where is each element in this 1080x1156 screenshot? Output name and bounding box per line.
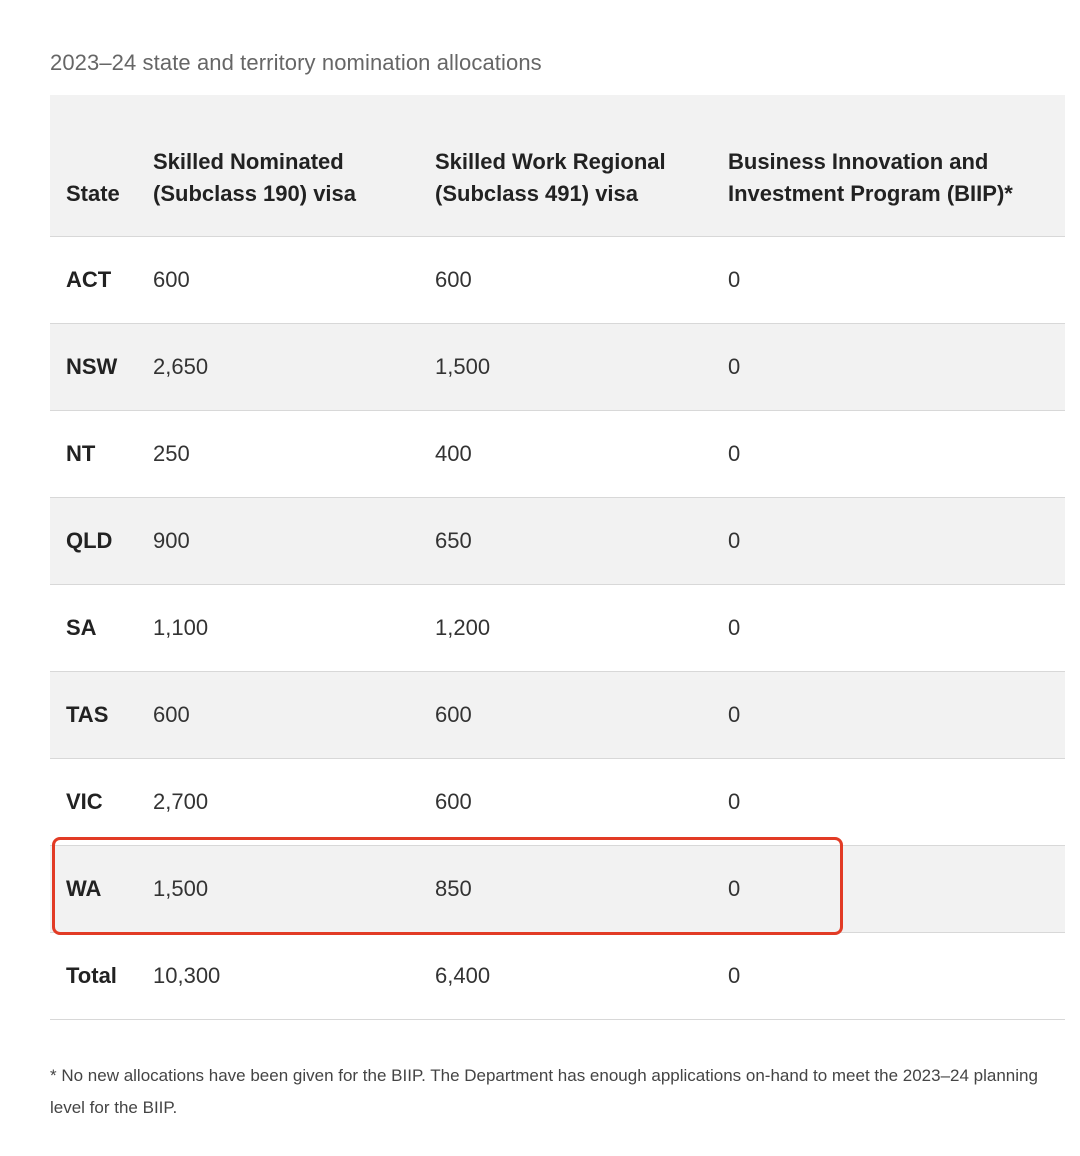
table-row <box>50 672 1065 759</box>
cell-biip: 0 <box>728 267 741 292</box>
cell-state: QLD <box>66 528 113 553</box>
cell-biip: 0 <box>728 702 741 727</box>
cell-biip: 0 <box>728 615 741 640</box>
cell-biip: 0 <box>728 876 741 901</box>
cell-biip: 0 <box>728 441 741 466</box>
table-row <box>50 846 1065 933</box>
cell-subclass-491: 1,500 <box>435 354 491 379</box>
header-biip: Business Innovation and Investment Program (BIIP)* <box>728 149 1013 206</box>
cell-state: VIC <box>66 789 103 814</box>
cell-state: NSW <box>66 354 118 379</box>
table-row <box>50 324 1065 411</box>
cell-subclass-190: 1,100 <box>153 615 209 640</box>
cell-state: ACT <box>66 267 112 292</box>
table-row <box>50 411 1065 498</box>
cell-subclass-190: 2,700 <box>153 789 209 814</box>
table-caption: 2023–24 state and territory nomination allocations <box>50 50 542 75</box>
cell-biip: 0 <box>728 528 741 553</box>
cell-subclass-190: 600 <box>153 267 190 292</box>
cell-biip: 0 <box>728 789 741 814</box>
header-state: State <box>66 181 120 206</box>
cell-subclass-491: 1,200 <box>435 615 491 640</box>
cell-subclass-190: 900 <box>153 528 190 553</box>
cell-biip: 0 <box>728 963 741 988</box>
cell-state: TAS <box>66 702 109 727</box>
cell-subclass-190: 250 <box>153 441 190 466</box>
cell-state: SA <box>66 615 97 640</box>
header-subclass-190: Skilled Nominated (Subclass 190) visa <box>153 149 357 206</box>
cell-subclass-491: 400 <box>435 441 472 466</box>
cell-subclass-190: 10,300 <box>153 963 221 988</box>
table-row <box>50 237 1065 324</box>
cell-subclass-491: 850 <box>435 876 472 901</box>
cell-subclass-491: 600 <box>435 702 472 727</box>
table-header-row <box>50 95 1065 237</box>
cell-subclass-491: 650 <box>435 528 472 553</box>
allocations-table <box>50 95 1065 1020</box>
cell-biip: 0 <box>728 354 741 379</box>
table-row <box>50 933 1065 1020</box>
footnote: * No new allocations have been given for the BIIP. The Department has enough applications on-hand to meet the 2023–24 planning level for the BIIP. <box>50 1066 1038 1117</box>
cell-subclass-491: 600 <box>435 267 472 292</box>
table-row <box>50 498 1065 585</box>
cell-subclass-491: 600 <box>435 789 472 814</box>
cell-state: NT <box>66 441 96 466</box>
cell-subclass-190: 1,500 <box>153 876 209 901</box>
cell-subclass-491: 6,400 <box>435 963 491 988</box>
table-row <box>50 759 1065 846</box>
cell-state: WA <box>66 876 102 901</box>
cell-subclass-190: 600 <box>153 702 190 727</box>
table-row <box>50 585 1065 672</box>
cell-subclass-190: 2,650 <box>153 354 209 379</box>
cell-state: Total <box>66 963 117 988</box>
header-subclass-491: Skilled Work Regional (Subclass 491) visa <box>435 149 666 206</box>
